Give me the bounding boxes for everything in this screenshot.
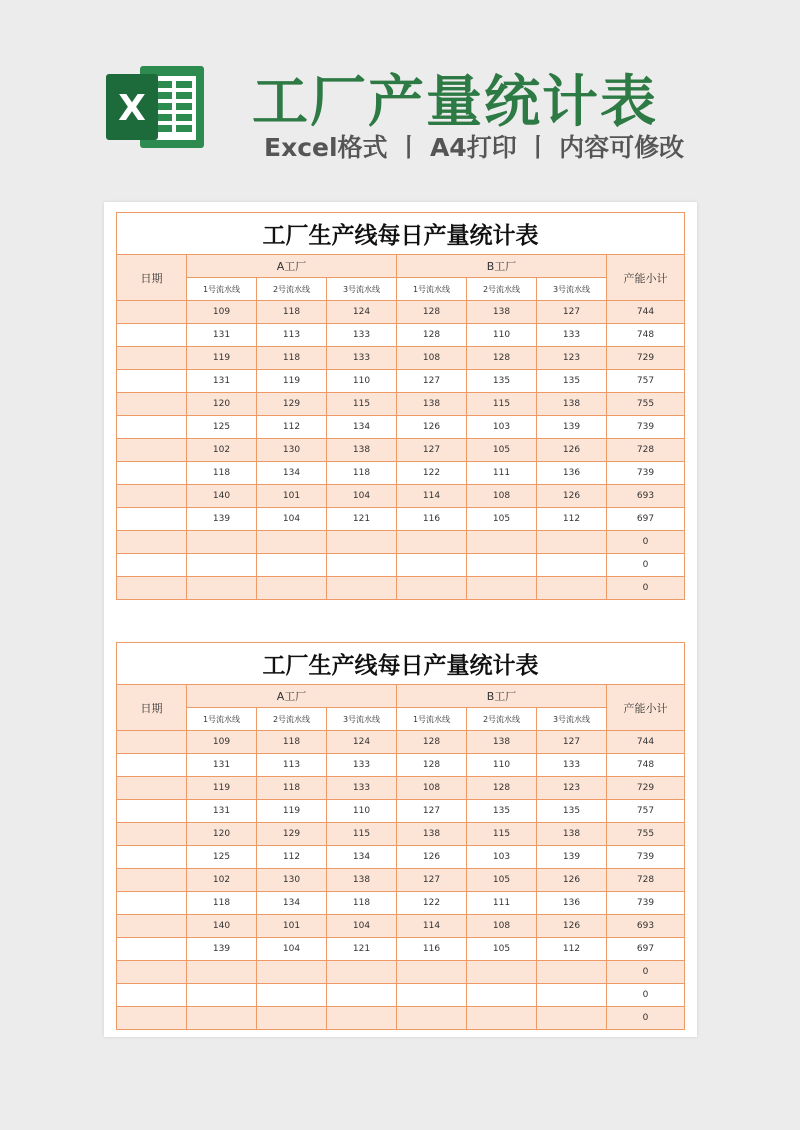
output-cell: 112 — [257, 846, 327, 869]
date-cell — [117, 846, 187, 869]
output-cell: 124 — [327, 301, 397, 324]
output-cell — [257, 531, 327, 554]
output-cell: 109 — [187, 731, 257, 754]
output-cell: 136 — [537, 462, 607, 485]
production-table-2 — [116, 642, 684, 1030]
table-row — [117, 462, 685, 485]
table-row — [117, 731, 685, 754]
date-cell — [117, 984, 187, 1007]
date-cell — [117, 731, 187, 754]
line-header: 2号流水线 — [257, 278, 327, 301]
table-row — [117, 938, 685, 961]
table-row — [117, 823, 685, 846]
table-row — [117, 892, 685, 915]
total-cell: 728 — [607, 869, 685, 892]
output-cell — [397, 1007, 467, 1030]
production-table — [116, 642, 685, 1030]
table-row — [117, 393, 685, 416]
output-cell: 127 — [397, 800, 467, 823]
output-cell: 140 — [187, 485, 257, 508]
output-cell — [327, 1007, 397, 1030]
output-cell: 104 — [327, 485, 397, 508]
output-cell: 101 — [257, 915, 327, 938]
output-cell — [187, 1007, 257, 1030]
date-header: 日期 — [117, 685, 187, 731]
line-header: 1号流水线 — [397, 708, 467, 731]
output-cell: 113 — [257, 324, 327, 347]
date-cell — [117, 1007, 187, 1030]
page-subtitle: Excel格式 丨 A4打印 丨 内容可修改 — [264, 133, 685, 162]
output-cell: 112 — [537, 508, 607, 531]
output-cell: 135 — [467, 370, 537, 393]
factory-a-header: A工厂 — [187, 255, 397, 278]
factory-a-header: A工厂 — [187, 685, 397, 708]
line-header: 2号流水线 — [467, 708, 537, 731]
date-cell — [117, 301, 187, 324]
output-cell: 127 — [397, 869, 467, 892]
output-cell: 105 — [467, 938, 537, 961]
output-cell — [327, 577, 397, 600]
total-cell: 739 — [607, 462, 685, 485]
total-cell: 0 — [607, 984, 685, 1007]
output-cell: 126 — [537, 485, 607, 508]
output-cell: 118 — [257, 731, 327, 754]
output-cell: 128 — [467, 777, 537, 800]
output-cell — [257, 1007, 327, 1030]
date-cell — [117, 508, 187, 531]
total-cell: 744 — [607, 731, 685, 754]
date-cell — [117, 961, 187, 984]
output-cell: 126 — [537, 915, 607, 938]
line-header: 3号流水线 — [327, 278, 397, 301]
output-cell — [467, 961, 537, 984]
date-cell — [117, 416, 187, 439]
output-cell — [327, 554, 397, 577]
output-cell — [537, 531, 607, 554]
output-cell: 120 — [187, 823, 257, 846]
output-cell: 111 — [467, 892, 537, 915]
table-row — [117, 439, 685, 462]
table-row — [117, 777, 685, 800]
output-cell: 128 — [397, 324, 467, 347]
output-cell — [537, 1007, 607, 1030]
table-row — [117, 554, 685, 577]
output-cell: 111 — [467, 462, 537, 485]
output-cell: 105 — [467, 508, 537, 531]
table-row — [117, 301, 685, 324]
date-cell — [117, 370, 187, 393]
output-cell: 134 — [257, 462, 327, 485]
output-cell: 140 — [187, 915, 257, 938]
output-cell: 127 — [537, 301, 607, 324]
output-cell — [257, 554, 327, 577]
table-row — [117, 800, 685, 823]
output-cell — [187, 531, 257, 554]
line-header: 2号流水线 — [467, 278, 537, 301]
output-cell: 119 — [187, 777, 257, 800]
output-cell: 131 — [187, 370, 257, 393]
output-cell: 126 — [537, 439, 607, 462]
output-cell: 130 — [257, 869, 327, 892]
date-cell — [117, 347, 187, 370]
output-cell: 139 — [187, 508, 257, 531]
date-cell — [117, 915, 187, 938]
line-header-row — [117, 708, 685, 731]
output-cell: 125 — [187, 846, 257, 869]
output-cell: 133 — [327, 347, 397, 370]
total-cell: 693 — [607, 485, 685, 508]
table-row — [117, 869, 685, 892]
total-cell: 729 — [607, 777, 685, 800]
table-row — [117, 846, 685, 869]
output-cell: 130 — [257, 439, 327, 462]
output-cell: 104 — [257, 938, 327, 961]
output-cell: 126 — [537, 869, 607, 892]
output-cell: 109 — [187, 301, 257, 324]
total-cell: 0 — [607, 577, 685, 600]
output-cell — [397, 984, 467, 1007]
output-cell — [397, 961, 467, 984]
output-cell: 127 — [397, 370, 467, 393]
output-cell: 110 — [327, 800, 397, 823]
table-row — [117, 347, 685, 370]
output-cell: 139 — [537, 416, 607, 439]
output-cell: 105 — [467, 869, 537, 892]
output-cell: 138 — [537, 823, 607, 846]
table-row — [117, 416, 685, 439]
output-cell: 105 — [467, 439, 537, 462]
output-cell: 127 — [537, 731, 607, 754]
output-cell: 115 — [327, 393, 397, 416]
date-cell — [117, 577, 187, 600]
output-cell: 112 — [257, 416, 327, 439]
table-row — [117, 754, 685, 777]
line-header: 1号流水线 — [187, 278, 257, 301]
output-cell: 122 — [397, 892, 467, 915]
table-row — [117, 961, 685, 984]
output-cell: 118 — [257, 301, 327, 324]
output-cell: 128 — [397, 754, 467, 777]
total-cell: 748 — [607, 754, 685, 777]
output-cell: 136 — [537, 892, 607, 915]
output-cell: 131 — [187, 800, 257, 823]
date-cell — [117, 800, 187, 823]
output-cell: 128 — [467, 347, 537, 370]
output-cell: 108 — [397, 777, 467, 800]
output-cell: 122 — [397, 462, 467, 485]
output-cell: 133 — [327, 324, 397, 347]
output-cell: 126 — [397, 846, 467, 869]
table-row — [117, 531, 685, 554]
output-cell: 133 — [327, 777, 397, 800]
total-cell: 693 — [607, 915, 685, 938]
output-cell: 138 — [467, 301, 537, 324]
output-cell: 102 — [187, 439, 257, 462]
output-cell — [327, 531, 397, 554]
output-cell: 127 — [397, 439, 467, 462]
output-cell: 118 — [257, 777, 327, 800]
output-cell: 108 — [467, 485, 537, 508]
output-cell — [467, 554, 537, 577]
output-cell — [397, 554, 467, 577]
output-cell: 133 — [537, 754, 607, 777]
output-cell: 116 — [397, 938, 467, 961]
output-cell — [257, 984, 327, 1007]
total-cell: 755 — [607, 393, 685, 416]
output-cell: 131 — [187, 324, 257, 347]
output-cell: 118 — [257, 347, 327, 370]
output-cell — [537, 961, 607, 984]
date-cell — [117, 439, 187, 462]
output-cell — [537, 984, 607, 1007]
total-cell: 729 — [607, 347, 685, 370]
output-cell — [327, 961, 397, 984]
output-cell: 119 — [257, 370, 327, 393]
table-row — [117, 915, 685, 938]
total-cell: 744 — [607, 301, 685, 324]
output-cell: 115 — [467, 393, 537, 416]
total-cell: 755 — [607, 823, 685, 846]
output-cell: 138 — [397, 823, 467, 846]
date-cell — [117, 892, 187, 915]
total-header: 产能小计 — [607, 255, 685, 301]
output-cell: 128 — [397, 301, 467, 324]
output-cell — [397, 531, 467, 554]
total-header: 产能小计 — [607, 685, 685, 731]
output-cell: 135 — [537, 370, 607, 393]
output-cell: 134 — [327, 416, 397, 439]
output-cell: 103 — [467, 846, 537, 869]
table-title: 工厂生产线每日产量统计表 — [117, 213, 685, 255]
excel-icon — [102, 62, 210, 152]
output-cell — [397, 577, 467, 600]
output-cell: 123 — [537, 347, 607, 370]
output-cell — [467, 1007, 537, 1030]
date-cell — [117, 869, 187, 892]
output-cell — [467, 984, 537, 1007]
output-cell: 125 — [187, 416, 257, 439]
factory-b-header: B工厂 — [397, 255, 607, 278]
total-cell: 697 — [607, 508, 685, 531]
total-cell: 739 — [607, 846, 685, 869]
output-cell: 119 — [257, 800, 327, 823]
output-cell: 108 — [467, 915, 537, 938]
output-cell: 120 — [187, 393, 257, 416]
output-cell: 114 — [397, 915, 467, 938]
output-cell — [257, 577, 327, 600]
table-title-row — [117, 643, 685, 685]
output-cell: 138 — [397, 393, 467, 416]
output-cell: 128 — [397, 731, 467, 754]
table-title-row — [117, 213, 685, 255]
table-row — [117, 485, 685, 508]
output-cell: 116 — [397, 508, 467, 531]
total-cell: 0 — [607, 1007, 685, 1030]
output-cell — [537, 577, 607, 600]
factory-b-header: B工厂 — [397, 685, 607, 708]
output-cell: 139 — [537, 846, 607, 869]
output-cell: 103 — [467, 416, 537, 439]
output-cell: 129 — [257, 823, 327, 846]
header-row — [117, 255, 685, 278]
output-cell: 134 — [257, 892, 327, 915]
date-cell — [117, 777, 187, 800]
output-cell — [537, 554, 607, 577]
header-row — [117, 685, 685, 708]
page-header — [0, 0, 800, 190]
date-cell — [117, 462, 187, 485]
page-title: 工厂产量统计表 — [252, 70, 658, 135]
output-cell: 118 — [327, 462, 397, 485]
line-header: 3号流水线 — [537, 278, 607, 301]
output-cell: 129 — [257, 393, 327, 416]
total-cell: 739 — [607, 416, 685, 439]
output-cell: 123 — [537, 777, 607, 800]
output-cell: 108 — [397, 347, 467, 370]
table-row — [117, 984, 685, 1007]
output-cell — [187, 961, 257, 984]
output-cell — [467, 531, 537, 554]
date-header: 日期 — [117, 255, 187, 301]
date-cell — [117, 324, 187, 347]
output-cell: 133 — [537, 324, 607, 347]
date-cell — [117, 754, 187, 777]
total-cell: 748 — [607, 324, 685, 347]
output-cell: 112 — [537, 938, 607, 961]
output-cell: 121 — [327, 938, 397, 961]
output-cell: 113 — [257, 754, 327, 777]
total-cell: 697 — [607, 938, 685, 961]
date-cell — [117, 393, 187, 416]
output-cell: 139 — [187, 938, 257, 961]
total-cell: 739 — [607, 892, 685, 915]
table-row — [117, 324, 685, 347]
output-cell: 118 — [187, 462, 257, 485]
line-header: 1号流水线 — [187, 708, 257, 731]
production-table — [116, 212, 685, 600]
output-cell: 115 — [327, 823, 397, 846]
output-cell: 110 — [467, 324, 537, 347]
output-cell: 118 — [187, 892, 257, 915]
output-cell: 131 — [187, 754, 257, 777]
table-row — [117, 577, 685, 600]
output-cell: 124 — [327, 731, 397, 754]
output-cell — [327, 984, 397, 1007]
table-row — [117, 1007, 685, 1030]
output-cell: 101 — [257, 485, 327, 508]
line-header: 3号流水线 — [327, 708, 397, 731]
output-cell: 110 — [467, 754, 537, 777]
excel-logo-letter: X — [118, 88, 146, 129]
output-cell: 138 — [537, 393, 607, 416]
output-cell: 104 — [327, 915, 397, 938]
output-cell — [187, 984, 257, 1007]
date-cell — [117, 531, 187, 554]
output-cell: 118 — [327, 892, 397, 915]
line-header: 2号流水线 — [257, 708, 327, 731]
output-cell: 102 — [187, 869, 257, 892]
output-cell: 133 — [327, 754, 397, 777]
date-cell — [117, 938, 187, 961]
total-cell: 757 — [607, 370, 685, 393]
line-header-row — [117, 278, 685, 301]
output-cell: 135 — [537, 800, 607, 823]
total-cell: 0 — [607, 531, 685, 554]
output-cell: 114 — [397, 485, 467, 508]
output-cell — [467, 577, 537, 600]
output-cell — [187, 554, 257, 577]
table-row — [117, 370, 685, 393]
date-cell — [117, 823, 187, 846]
line-header: 3号流水线 — [537, 708, 607, 731]
output-cell: 134 — [327, 846, 397, 869]
output-cell: 135 — [467, 800, 537, 823]
total-cell: 0 — [607, 554, 685, 577]
output-cell: 104 — [257, 508, 327, 531]
output-cell: 119 — [187, 347, 257, 370]
production-table-1 — [116, 212, 684, 600]
output-cell: 110 — [327, 370, 397, 393]
output-cell — [187, 577, 257, 600]
date-cell — [117, 554, 187, 577]
output-cell: 138 — [327, 869, 397, 892]
date-cell — [117, 485, 187, 508]
output-cell: 121 — [327, 508, 397, 531]
output-cell: 115 — [467, 823, 537, 846]
table-title: 工厂生产线每日产量统计表 — [117, 643, 685, 685]
line-header: 1号流水线 — [397, 278, 467, 301]
total-cell: 0 — [607, 961, 685, 984]
total-cell: 757 — [607, 800, 685, 823]
total-cell: 728 — [607, 439, 685, 462]
output-cell: 138 — [327, 439, 397, 462]
output-cell — [257, 961, 327, 984]
table-row — [117, 508, 685, 531]
output-cell: 126 — [397, 416, 467, 439]
output-cell: 138 — [467, 731, 537, 754]
